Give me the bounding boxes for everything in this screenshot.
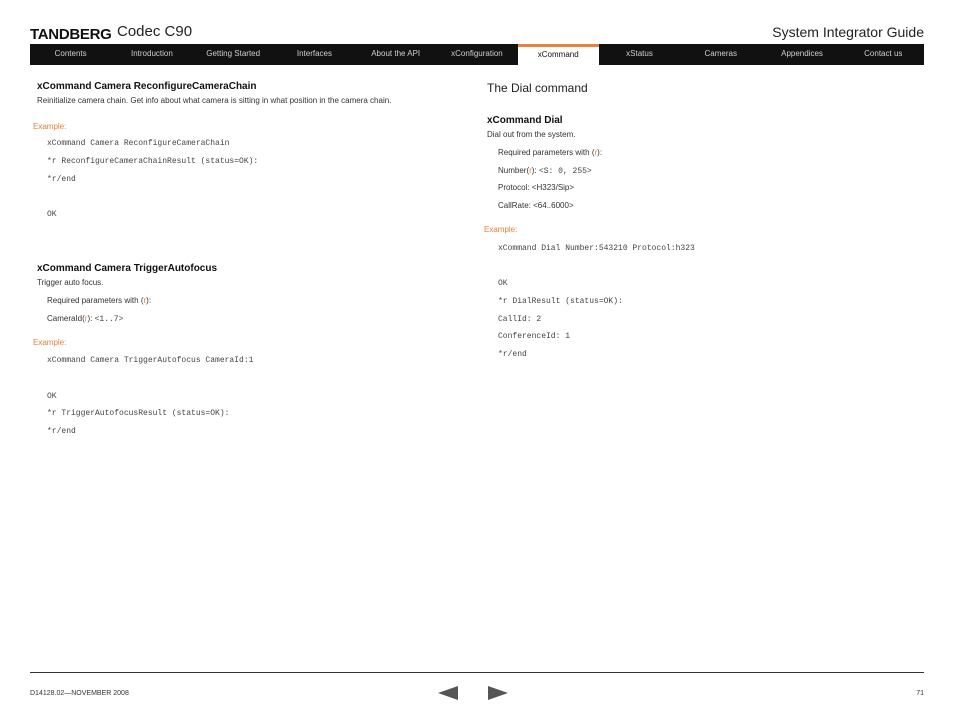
tab-xcommand[interactable]: xCommand xyxy=(518,44,599,65)
next-page-button[interactable] xyxy=(486,686,508,705)
product-name: Codec C90 xyxy=(117,23,193,40)
brand-logo: TANDBERG xyxy=(30,26,112,43)
req-suffix: ): xyxy=(597,148,603,157)
param-value: <S: 0, 255> xyxy=(538,167,592,176)
tab-cameras[interactable]: Cameras xyxy=(704,49,737,58)
code-line: *r/end xyxy=(498,350,527,359)
param-name: CameraId( xyxy=(47,314,85,323)
req-mark: r xyxy=(594,148,598,157)
code-line: ConferenceId: 1 xyxy=(498,332,571,341)
param-mark: r xyxy=(84,314,88,323)
code-line: OK xyxy=(47,210,57,219)
arrow-left-icon xyxy=(438,686,460,700)
code-line: *r ReconfigureCameraChainResult (status=OK): xyxy=(47,157,259,166)
param-close: ): xyxy=(531,166,537,175)
tab-xconfiguration[interactable]: xConfiguration xyxy=(451,49,503,58)
tab-introduction[interactable]: Introduction xyxy=(130,49,173,58)
prev-page-button[interactable] xyxy=(438,686,460,705)
code-line: CallId: 2 xyxy=(498,315,542,324)
code-line: *r/end xyxy=(47,427,76,436)
param-value: <1..7> xyxy=(94,315,124,324)
tab-contents[interactable]: Contents xyxy=(54,49,87,58)
section-title-dial: xCommand Dial xyxy=(487,115,563,126)
section-desc-reconfigure: Reinitialize camera chain. Get info about what camera is sitting in what position in the camera chain. xyxy=(37,96,392,105)
section-desc-autofocus: Trigger auto focus. xyxy=(37,278,104,287)
guide-title: System Integrator Guide xyxy=(772,24,924,40)
param-protocol: Protocol: <H323/Sip> xyxy=(498,183,575,192)
subsection-title: The Dial command xyxy=(487,81,588,95)
param-mark: r xyxy=(529,166,532,175)
code-line: *r DialResult (status=OK): xyxy=(498,297,623,306)
code-line: OK xyxy=(498,279,508,288)
section-title-reconfigure: xCommand Camera ReconfigureCameraChain xyxy=(37,81,257,92)
tab-xstatus[interactable]: xStatus xyxy=(626,49,653,58)
footer-divider xyxy=(30,672,924,673)
doc-id: D14128.02—NOVEMBER 2008 xyxy=(30,690,129,697)
param-close: ): xyxy=(87,314,93,323)
required-params xyxy=(47,296,151,305)
tab-about-the-api[interactable]: About the API xyxy=(371,49,421,58)
tab-getting-started[interactable]: Getting Started xyxy=(206,49,261,58)
code-line: xCommand Camera ReconfigureCameraChain xyxy=(47,139,230,148)
req-suffix: ): xyxy=(146,296,152,305)
section-desc-dial: Dial out from the system. xyxy=(487,130,576,139)
param-callrate: CallRate: <64..6000> xyxy=(498,201,574,210)
req-prefix: Required parameters with ( xyxy=(47,296,144,305)
param-name: Number( xyxy=(498,166,530,175)
page-number: 71 xyxy=(916,690,924,697)
required-params xyxy=(498,148,602,157)
code-line: xCommand Camera TriggerAutofocus CameraId:1 xyxy=(47,356,254,365)
req-mark: r xyxy=(143,296,147,305)
section-title-autofocus: xCommand Camera TriggerAutofocus xyxy=(37,263,218,274)
example-label: Example: xyxy=(33,122,67,131)
arrow-right-icon xyxy=(486,686,508,700)
code-line: OK xyxy=(47,392,57,401)
code-line: *r/end xyxy=(47,175,76,184)
param-number xyxy=(498,166,592,176)
tab-interfaces[interactable]: Interfaces xyxy=(296,49,332,58)
req-prefix: Required parameters with ( xyxy=(498,148,595,157)
example-label: Example: xyxy=(484,225,518,234)
param-cameraid xyxy=(47,314,123,324)
tab-contact-us[interactable]: Contact us xyxy=(864,49,903,58)
code-line: *r TriggerAutofocusResult (status=OK): xyxy=(47,409,230,418)
code-line: xCommand Dial Number:543210 Protocol:h323 xyxy=(498,244,695,253)
example-label: Example: xyxy=(33,338,67,347)
top-nav xyxy=(30,44,924,65)
tab-appendices[interactable]: Appendices xyxy=(781,49,823,58)
